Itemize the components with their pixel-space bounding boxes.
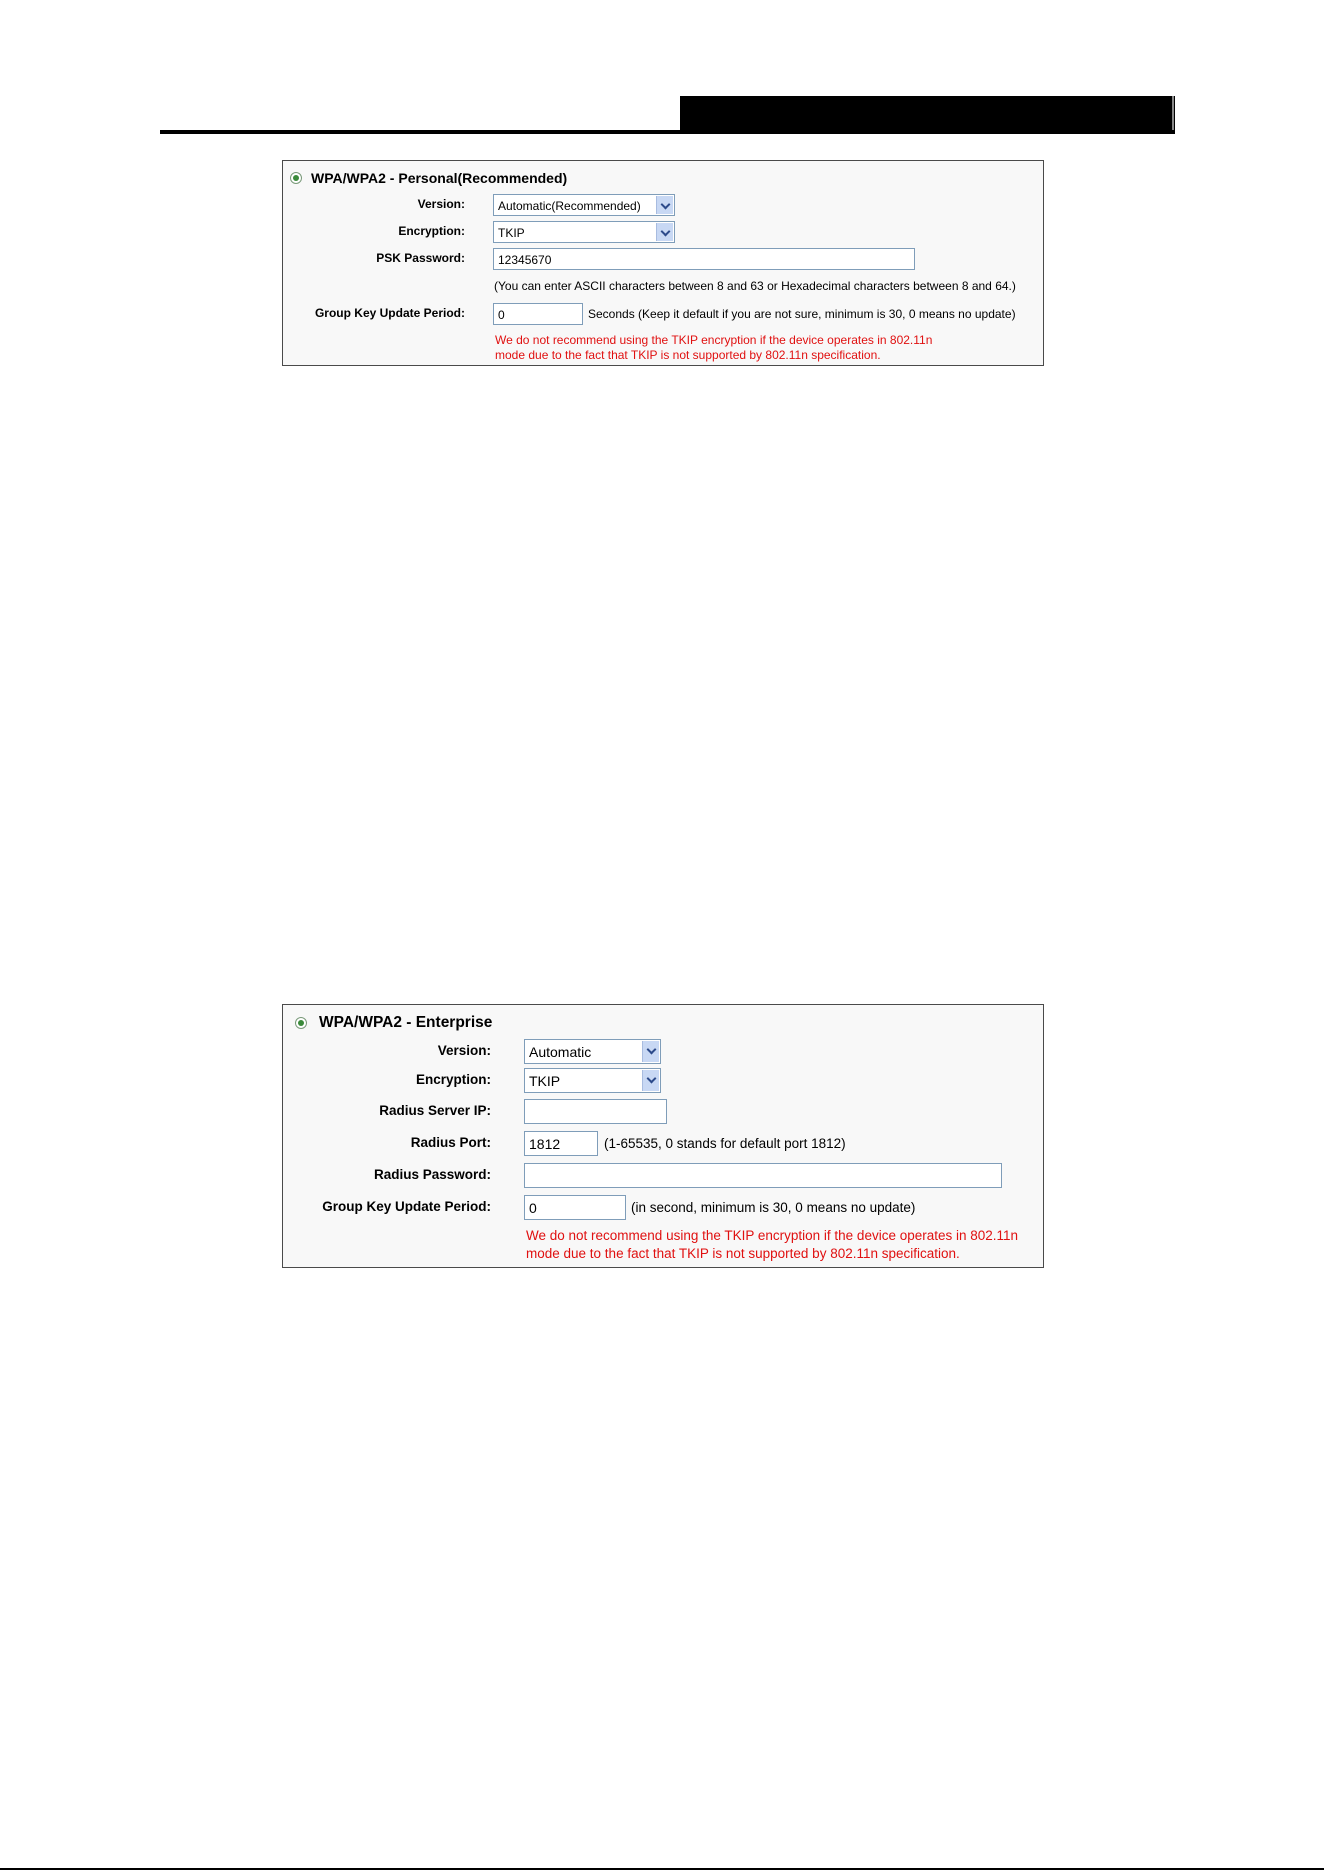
wpa-personal-radio[interactable] (290, 172, 302, 184)
group-key-label: Group Key Update Period: (322, 1199, 491, 1214)
radius-server-ip-label: Radius Server IP: (379, 1103, 491, 1118)
footer-rule (0, 1868, 1324, 1870)
wpa-personal-panel (282, 160, 1044, 366)
header-band (680, 96, 1175, 132)
encryption-select[interactable] (524, 1068, 661, 1093)
psk-password-hint: (You can enter ASCII characters between 8 and 63 or Hexadecimal characters between 8 and 64.) (494, 279, 1016, 293)
wpa-enterprise-panel (282, 1004, 1044, 1268)
tkip-warning: We do not recommend using the TKIP encryption if the device operates in 802.11n mode due to the fact that TKIP is not supported by 802.11n specification. (526, 1228, 1019, 1261)
group-key-label: Group Key Update Period: (314, 306, 465, 320)
encryption-select[interactable] (493, 221, 675, 243)
version-select[interactable] (524, 1039, 661, 1064)
wpa-enterprise-title: WPA/WPA2 - Enterprise (319, 1014, 493, 1031)
group-key-hint: (in second, minimum is 30, 0 means no update) (631, 1200, 916, 1215)
version-select[interactable] (493, 194, 675, 216)
radius-port-input[interactable]: 1812 (524, 1131, 598, 1156)
wpa-personal-title: WPA/WPA2 - Personal(Recommended) (311, 170, 568, 186)
group-key-input[interactable]: 0 (493, 303, 583, 325)
radius-server-ip-input[interactable] (524, 1099, 667, 1124)
group-key-hint: Seconds (Keep it default if you are not sure, minimum is 30, 0 means no update) (588, 307, 1016, 321)
psk-password-label: PSK Password: (376, 251, 465, 265)
encryption-label: Encryption: (398, 224, 465, 238)
tkip-warning: We do not recommend using the TKIP encryption if the device operates in 802.11n mode due to the fact that TKIP is not supported by 802.11n specification. (495, 333, 933, 362)
header-band-edge (1172, 96, 1174, 132)
header-rule (160, 130, 1175, 134)
chevron-down-icon (656, 223, 673, 241)
chevron-down-icon (642, 1070, 659, 1091)
radius-port-label: Radius Port: (410, 1135, 491, 1150)
encryption-select-value: TKIP (529, 1073, 561, 1089)
encryption-select-value: TKIP (498, 226, 525, 240)
chevron-down-icon (656, 196, 673, 214)
version-select-value: Automatic(Recommended) (498, 199, 641, 213)
version-label: Version: (437, 1043, 491, 1058)
group-key-input[interactable]: 0 (524, 1195, 626, 1220)
radius-password-input[interactable] (524, 1163, 1002, 1188)
radius-password-label: Radius Password: (373, 1167, 491, 1182)
chevron-down-icon (642, 1041, 659, 1062)
version-select-value: Automatic (529, 1044, 592, 1060)
encryption-label: Encryption: (415, 1072, 491, 1087)
wpa-enterprise-radio[interactable] (295, 1017, 307, 1029)
psk-password-input[interactable]: 12345670 (493, 248, 915, 270)
radius-port-hint: (1-65535, 0 stands for default port 1812) (604, 1136, 846, 1151)
version-label: Version: (417, 197, 465, 211)
